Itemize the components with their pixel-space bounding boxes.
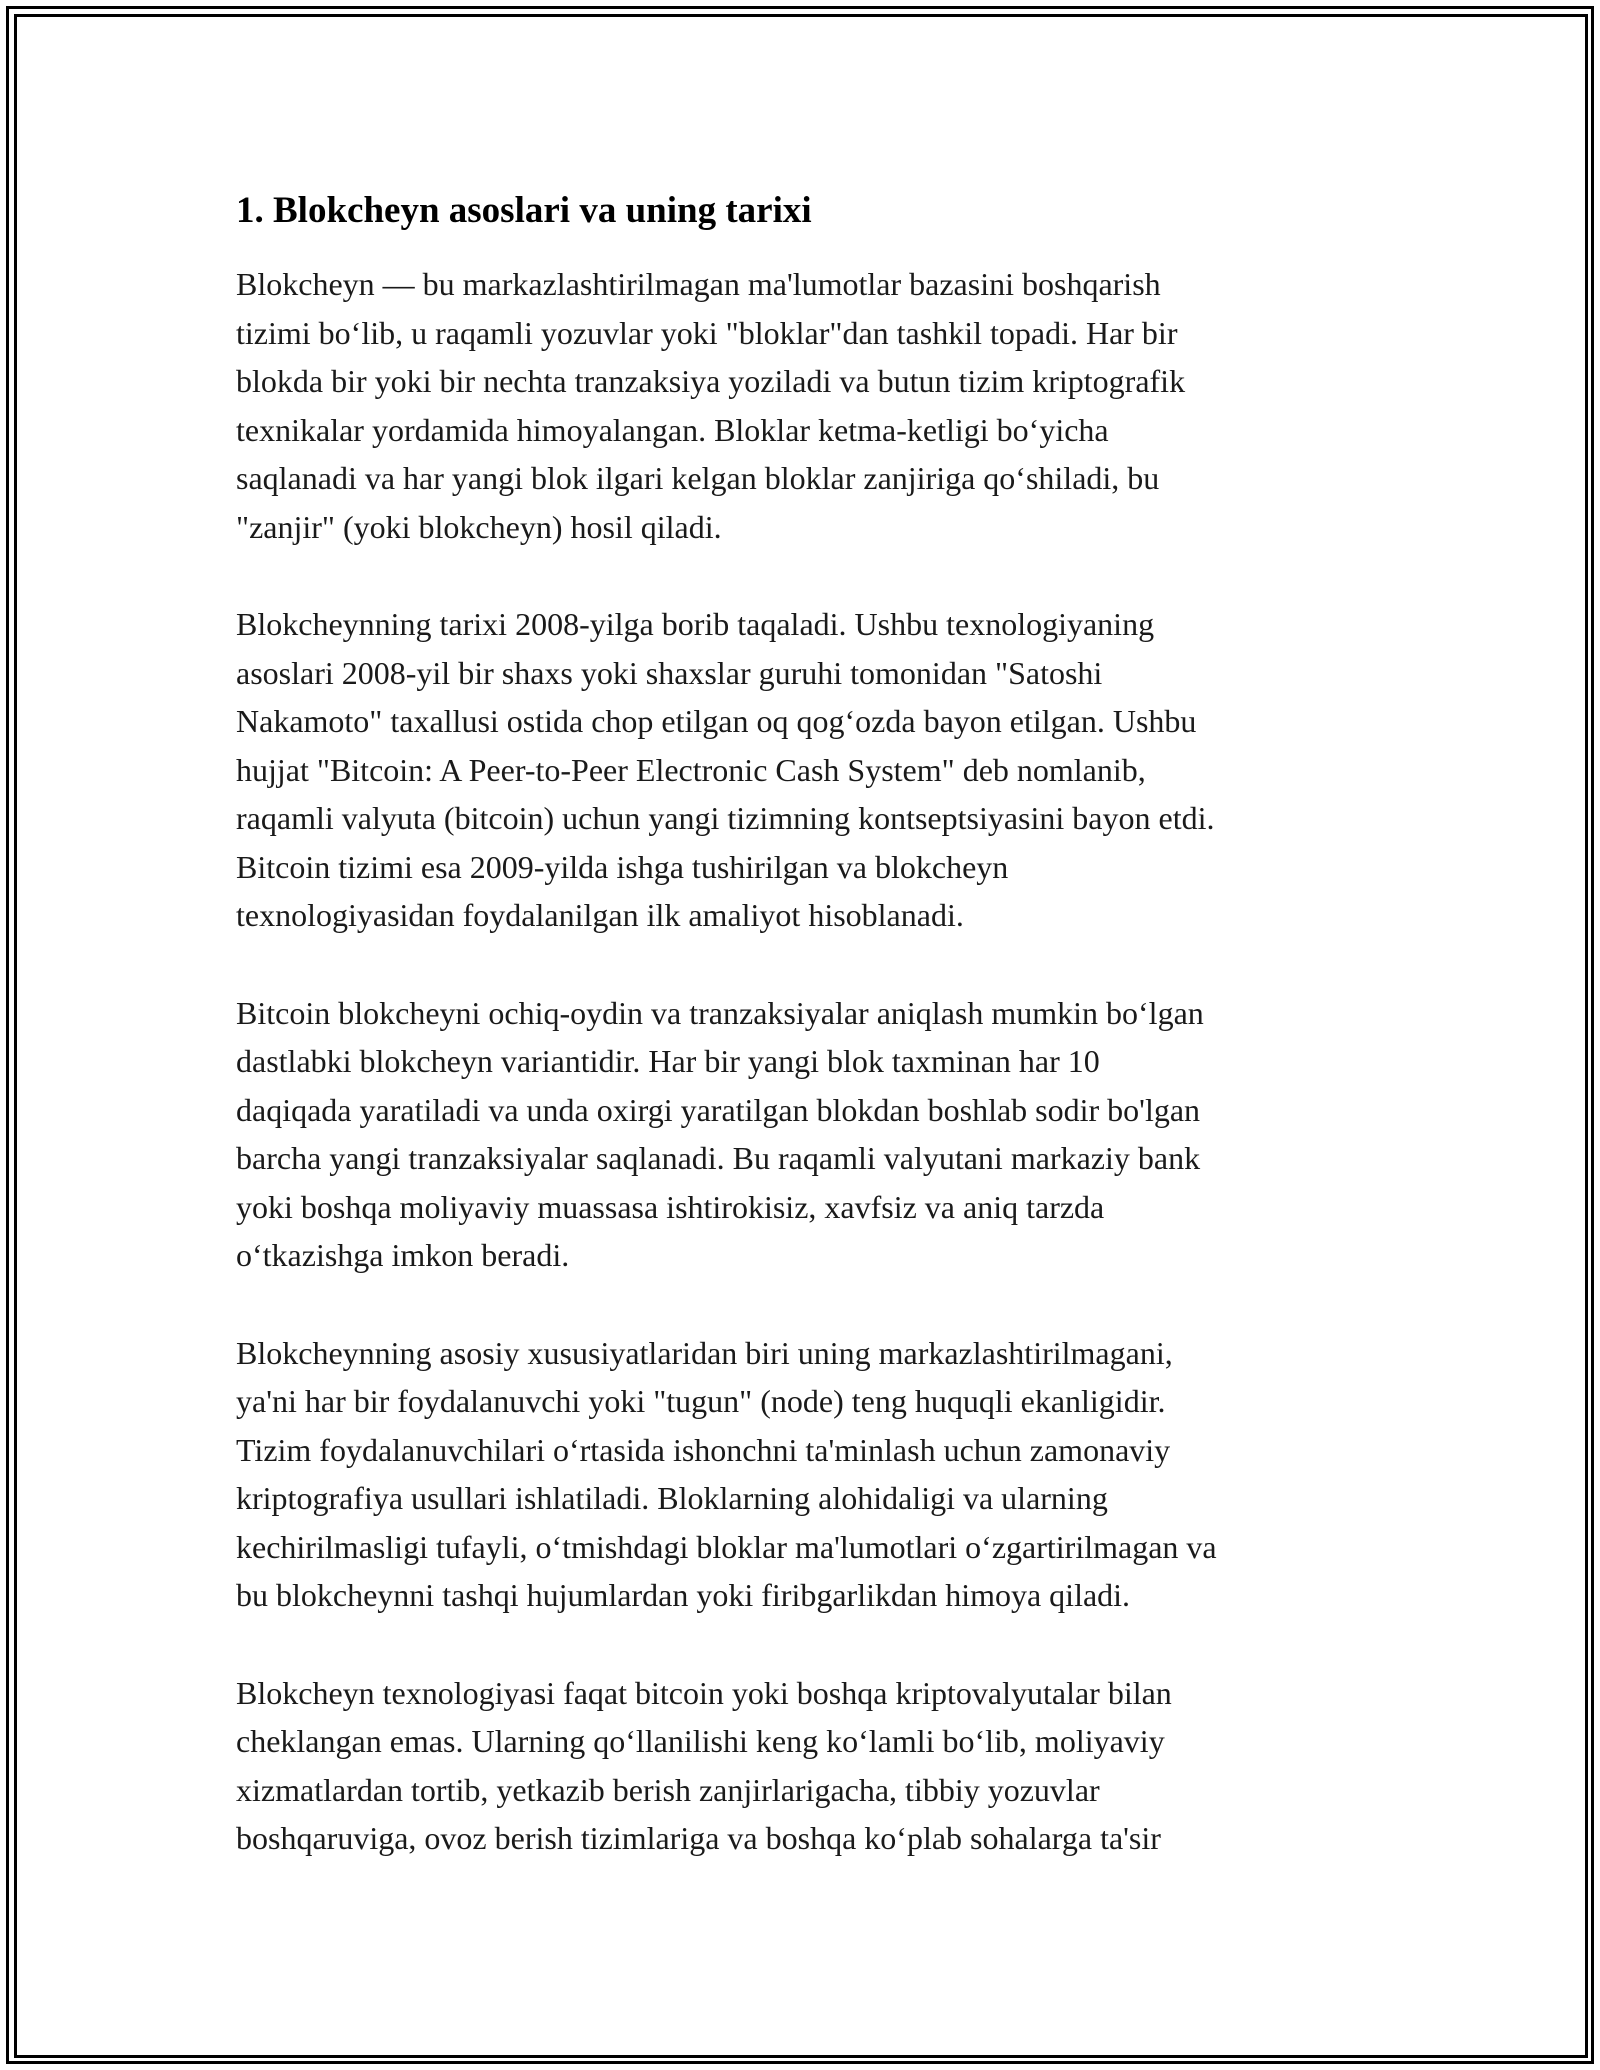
paragraph-line: ya'ni har bir foydalanuvchi yoki "tugun" (node) teng huquqli ekanligidir. [236,1383,1166,1419]
paragraph-line: "zanjir" (yoki blokcheyn) hosil qiladi. [236,508,722,545]
paragraph-line: asoslari 2008-yil bir shaxs yoki shaxslar guruhi tomonidan "Satoshi [236,654,1103,691]
paragraph-line: boshqaruviga, ovoz berish tizimlariga va boshqa ko‘plab sohalarga ta'sir [236,1820,1161,1856]
paragraph [236,989,1366,1280]
paragraph-line: kechirilmasligi tufayli, o‘tmishdagi bloklar ma'lumotlari o‘zgartirilmagan va [236,1528,1217,1565]
paragraph-line: o‘tkazishga imkon beradi. [236,1237,570,1273]
paragraph-line: kriptografiya usullari ishlatiladi. Bloklarning alohidaligi va ularning [236,1480,1108,1516]
paragraph-line: Blokcheynning tarixi 2008-yilga borib taqaladi. Ushbu texnologiyaning [236,606,1155,642]
paragraph-line: dastlabki blokcheyn variantidir. Har bir yangi blok taxminan har 10 [236,1043,1100,1079]
paragraph-list [236,260,1366,1863]
paragraph-line: Tizim foydalanuvchilari o‘rtasida ishonchni ta'minlash uchun zamonaviy [236,1431,1171,1468]
paragraph-line: texnikalar yordamida himoyalangan. Bloklar ketma-ketligi bo‘yicha [236,411,1109,448]
paragraph-line: hujjat "Bitcoin: A Peer-to-Peer Electronic Cash System" deb nomlanib, [236,751,1146,788]
paragraph-line: daqiqada yaratiladi va unda oxirgi yaratilgan blokdan boshlab sodir bo'lgan [236,1091,1201,1128]
paragraph-line: Blokcheynning asosiy xususiyatlaridan biri uning markazlashtirilmagani, [236,1334,1173,1371]
paragraph [236,1669,1366,1863]
paragraph-line: texnologiyasidan foydalanilgan ilk amaliyot hisoblanadi. [236,897,964,933]
paragraph-line: blokda bir yoki bir nechta tranzaksiya yoziladi va butun tizim kriptografik [236,363,1186,399]
paragraph-line: saqlanadi va har yangi blok ilgari kelgan bloklar zanjiriga qo‘shiladi, bu [236,460,1160,496]
paragraph [236,600,1366,940]
paragraph-line: tizimi bo‘lib, u raqamli yozuvlar yoki "bloklar"dan tashkil topadi. Har bir [236,314,1178,351]
paragraph-line: Blokcheyn texnologiyasi faqat bitcoin yoki boshqa kriptovalyutalar bilan [236,1674,1172,1711]
section-heading: 1. Blokcheyn asoslari va uning tarixi [236,190,812,231]
paragraph-line: xizmatlardan tortib, yetkazib berish zanjirlarigacha, tibbiy yozuvlar [236,1771,1100,1808]
paragraph [236,1329,1366,1620]
paragraph-line: yoki boshqa moliyaviy muassasa ishtirokisiz, xavfsiz va aniq tarzda [236,1188,1105,1225]
paragraph-line: barcha yangi tranzaksiyalar saqlanadi. Bu raqamli valyutani markaziy bank [236,1140,1201,1176]
paragraph-line: Bitcoin tizimi esa 2009-yilda ishga tushirilgan va blokcheyn [236,848,1009,885]
paragraph-line: raqamli valyuta (bitcoin) uchun yangi tizimning kontseptsiyasini bayon etdi. [236,800,1215,836]
paragraph-line: Blokcheyn — bu markazlashtirilmagan ma'lumotlar bazasini boshqarish [236,266,1161,302]
paragraph-line: cheklangan emas. Ularning qo‘llanilishi keng ko‘lamli bo‘lib, moliyaviy [236,1723,1165,1759]
paragraph-line: Nakamoto" taxallusi ostida chop etilgan oq qog‘ozda bayon etilgan. Ushbu [236,703,1197,739]
paragraph-line: bu blokcheynni tashqi hujumlardan yoki firibgarlikdan himoya qiladi. [236,1577,1131,1613]
document-body [236,186,1366,1912]
paragraph-line: Bitcoin blokcheyni ochiq-oydin va tranzaksiyalar aniqlash mumkin bo‘lgan [236,994,1204,1031]
paragraph [236,260,1366,551]
